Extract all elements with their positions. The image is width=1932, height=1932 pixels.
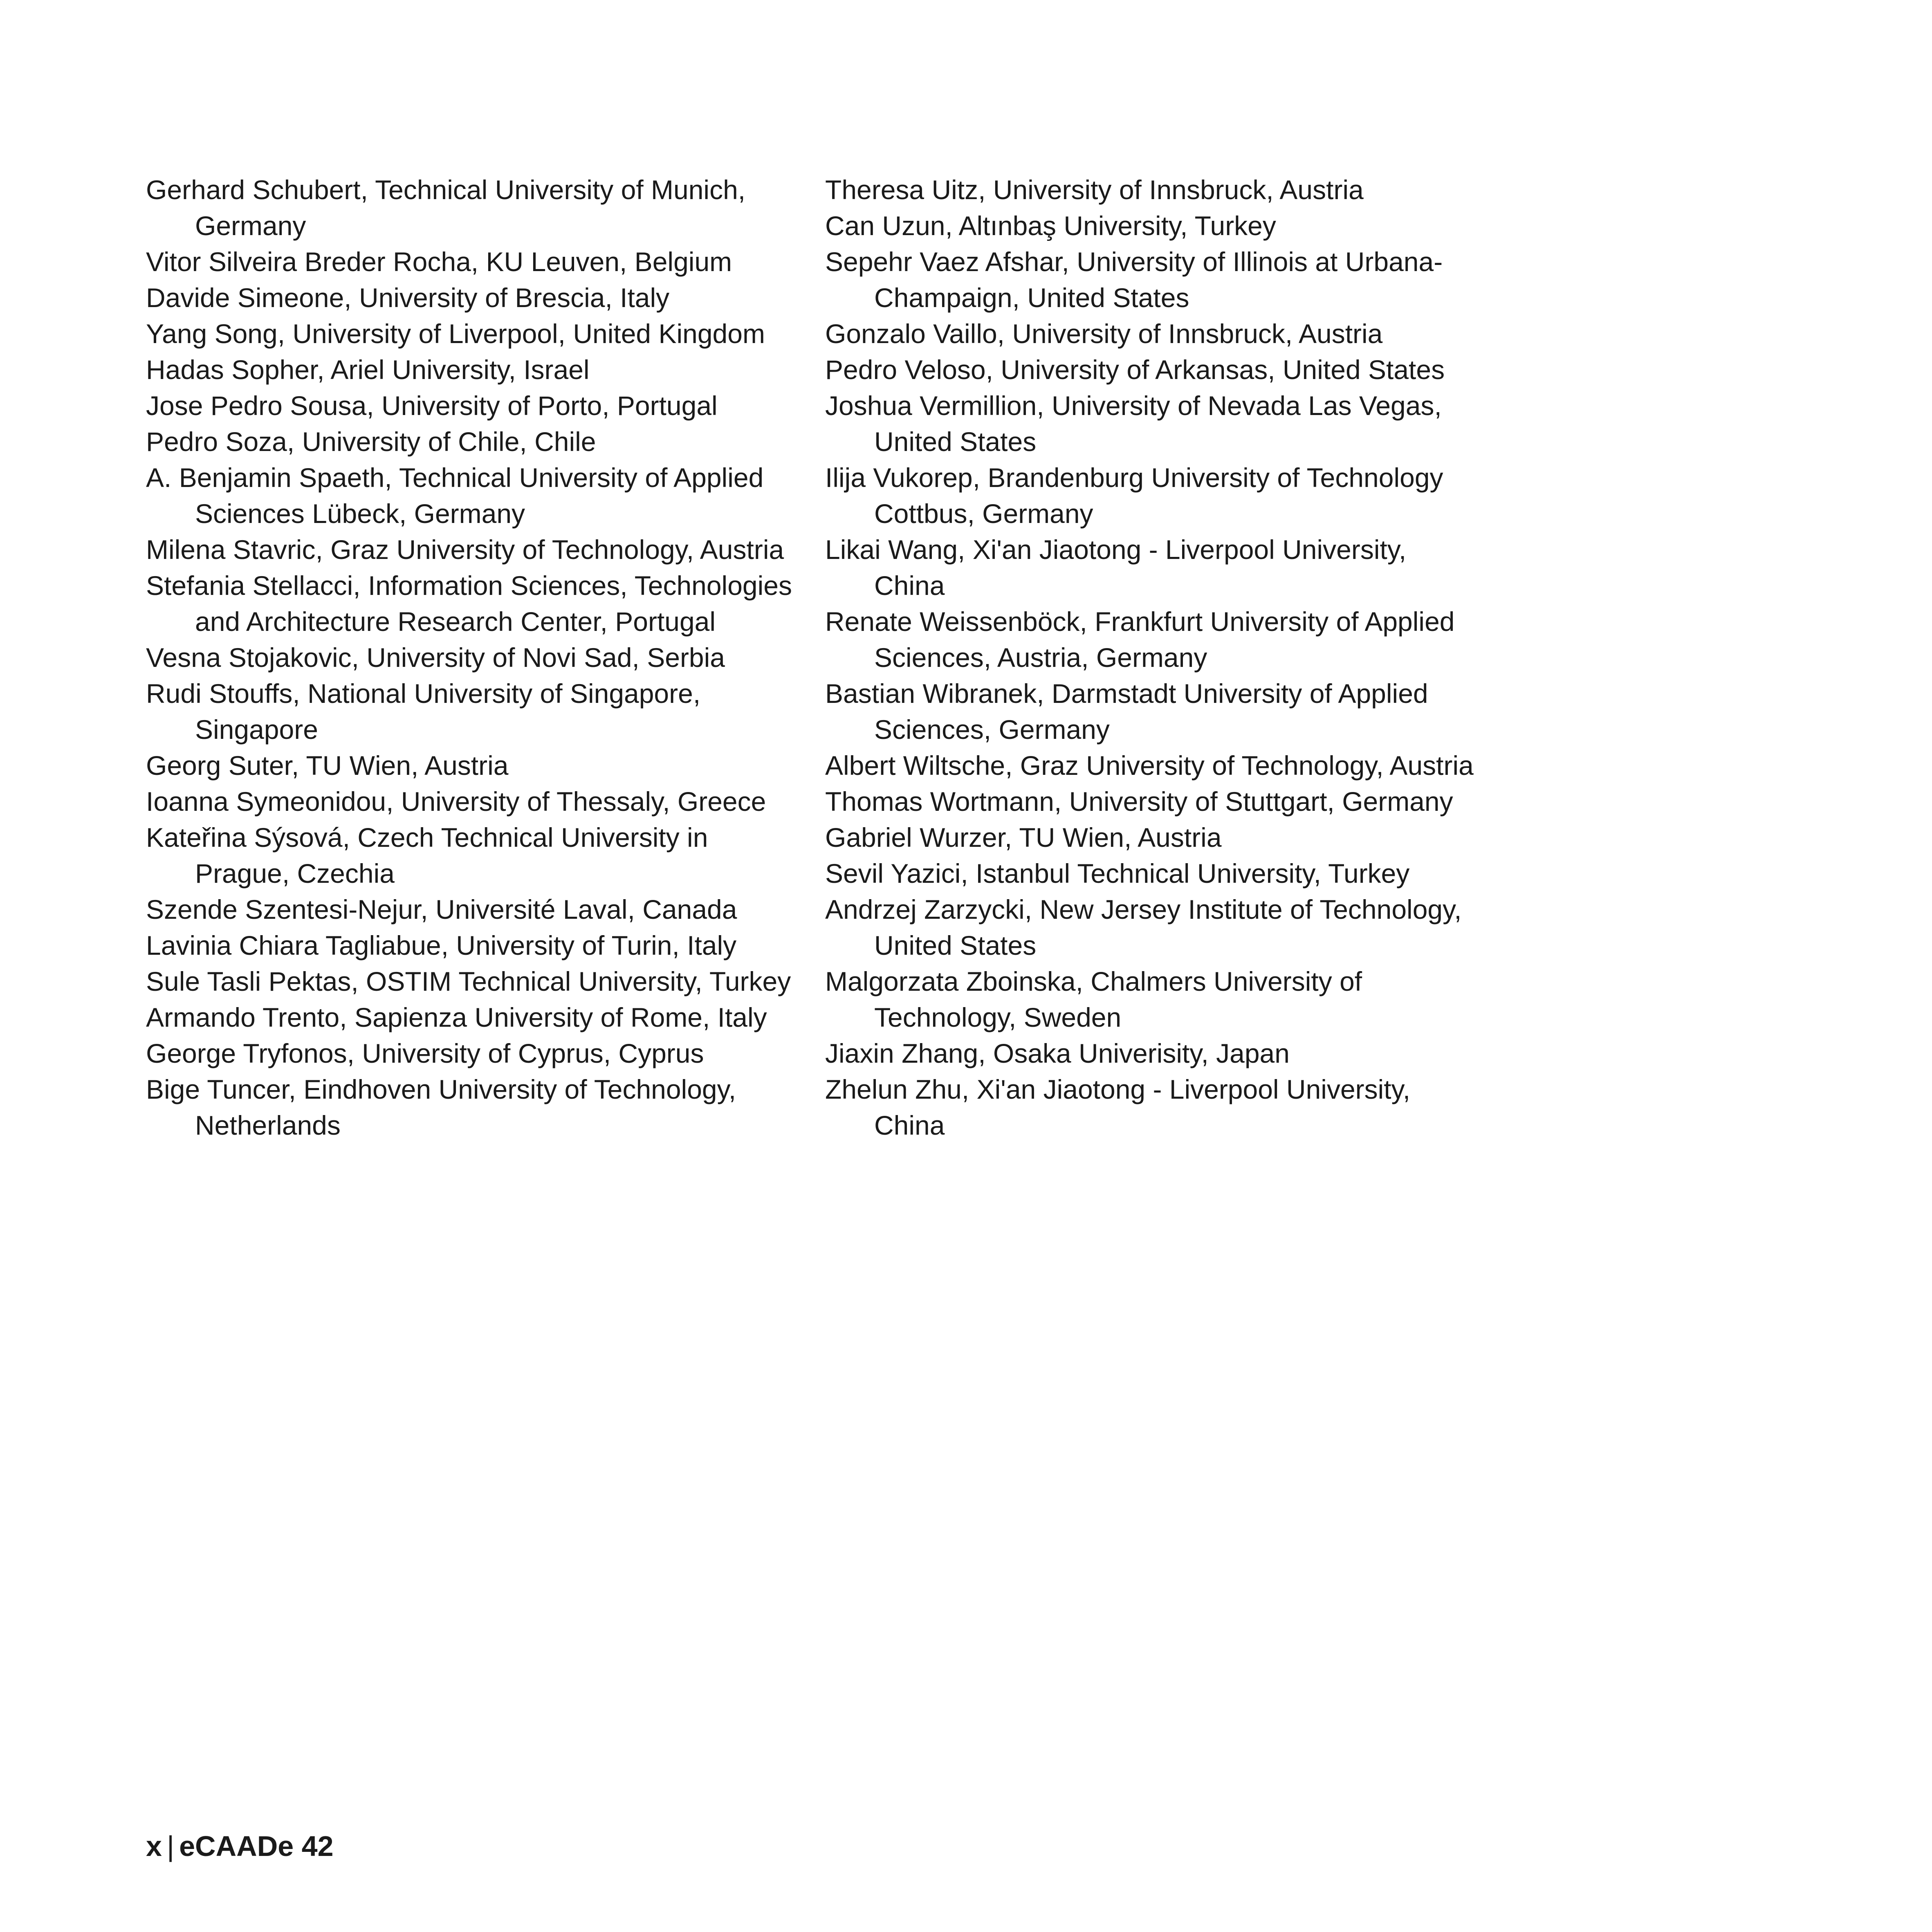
list-item: Davide Simeone, University of Brescia, Italy [146,283,670,313]
list-item: Thomas Wortmann, University of Stuttgart, Germany [825,786,1453,817]
list-item: Bastian Wibranek, Darmstadt University of Applied Sciences, Germany [825,678,1428,745]
list-item: Bige Tuncer, Eindhoven University of Technology, Netherlands [146,1074,736,1140]
list-item: Sevil Yazici, Istanbul Technical University, Turkey [825,858,1410,889]
list-item: Vitor Silveira Breder Rocha, KU Leuven, Belgium [146,247,732,277]
list-item: Albert Wiltsche, Graz University of Technology, Austria [825,750,1474,781]
list-item: Malgorzata Zboinska, Chalmers University of Technology, Sweden [825,966,1362,1032]
list-item: Andrzej Zarzycki, New Jersey Institute of Technology, United States [825,894,1462,960]
list-item: Gabriel Wurzer, TU Wien, Austria [825,822,1222,853]
list-item: Pedro Soza, University of Chile, Chile [146,426,596,457]
list-item: Stefania Stellacci, Information Sciences, Technologies and Architecture Research Center, Portugal [146,570,792,637]
list-item: Kateřina Sýsová, Czech Technical University in Prague, Czechia [146,822,708,889]
footer-separator: | [166,1830,175,1862]
list-item: George Tryfonos, University of Cyprus, Cyprus [146,1038,704,1068]
page-number: x [146,1830,162,1862]
list-item: Vesna Stojakovic, University of Novi Sad, Serbia [146,642,725,673]
list-item: Can Uzun, Altınbaş University, Turkey [825,211,1276,241]
list-item: Sepehr Vaez Afshar, University of Illinois at Urbana-Champaign, United States [825,247,1443,313]
list-item: Yang Song, University of Liverpool, United Kingdom [146,319,765,349]
list-item: Szende Szentesi-Nejur, Université Laval, Canada [146,894,737,924]
list-item: Renate Weissenböck, Frankfurt University of Applied Sciences, Austria, Germany [825,606,1455,673]
list-item: Milena Stavric, Graz University of Technology, Austria [146,534,784,565]
list-item: Likai Wang, Xi'an Jiaotong - Liverpool University, China [825,534,1407,601]
list-item: A. Benjamin Spaeth, Technical University of Applied Sciences Lübeck, Germany [146,462,764,529]
page-footer [146,1828,334,1865]
list-item: Lavinia Chiara Tagliabue, University of Turin, Italy [146,930,737,960]
reviewer-list-right-column [825,172,1479,1143]
list-item: Pedro Veloso, University of Arkansas, United States [825,355,1445,385]
list-item: Theresa Uitz, University of Innsbruck, Austria [825,175,1364,205]
list-item: Armando Trento, Sapienza University of Rome, Italy [146,1002,767,1032]
list-item: Ioanna Symeonidou, University of Thessaly, Greece [146,786,766,817]
list-item: Sule Tasli Pektas, OSTIM Technical University, Turkey [146,966,791,996]
list-item: Zhelun Zhu, Xi'an Jiaotong - Liverpool University, China [825,1074,1411,1140]
list-item: Gerhard Schubert, Technical University of Munich, Germany [146,175,746,241]
reviewer-list-left-column [146,172,800,1143]
list-item: Jiaxin Zhang, Osaka Univerisity, Japan [825,1038,1290,1068]
list-item: Ilija Vukorep, Brandenburg University of Technology Cottbus, Germany [825,462,1443,529]
publication-name: eCAADe 42 [179,1830,334,1862]
list-item: Georg Suter, TU Wien, Austria [146,750,509,781]
list-item: Jose Pedro Sousa, University of Porto, Portugal [146,390,718,421]
list-item: Rudi Stouffs, National University of Singapore, Singapore [146,678,701,745]
list-item: Gonzalo Vaillo, University of Innsbruck, Austria [825,319,1383,349]
list-item: Hadas Sopher, Ariel University, Israel [146,355,590,385]
list-item: Joshua Vermillion, University of Nevada Las Vegas, United States [825,390,1442,457]
